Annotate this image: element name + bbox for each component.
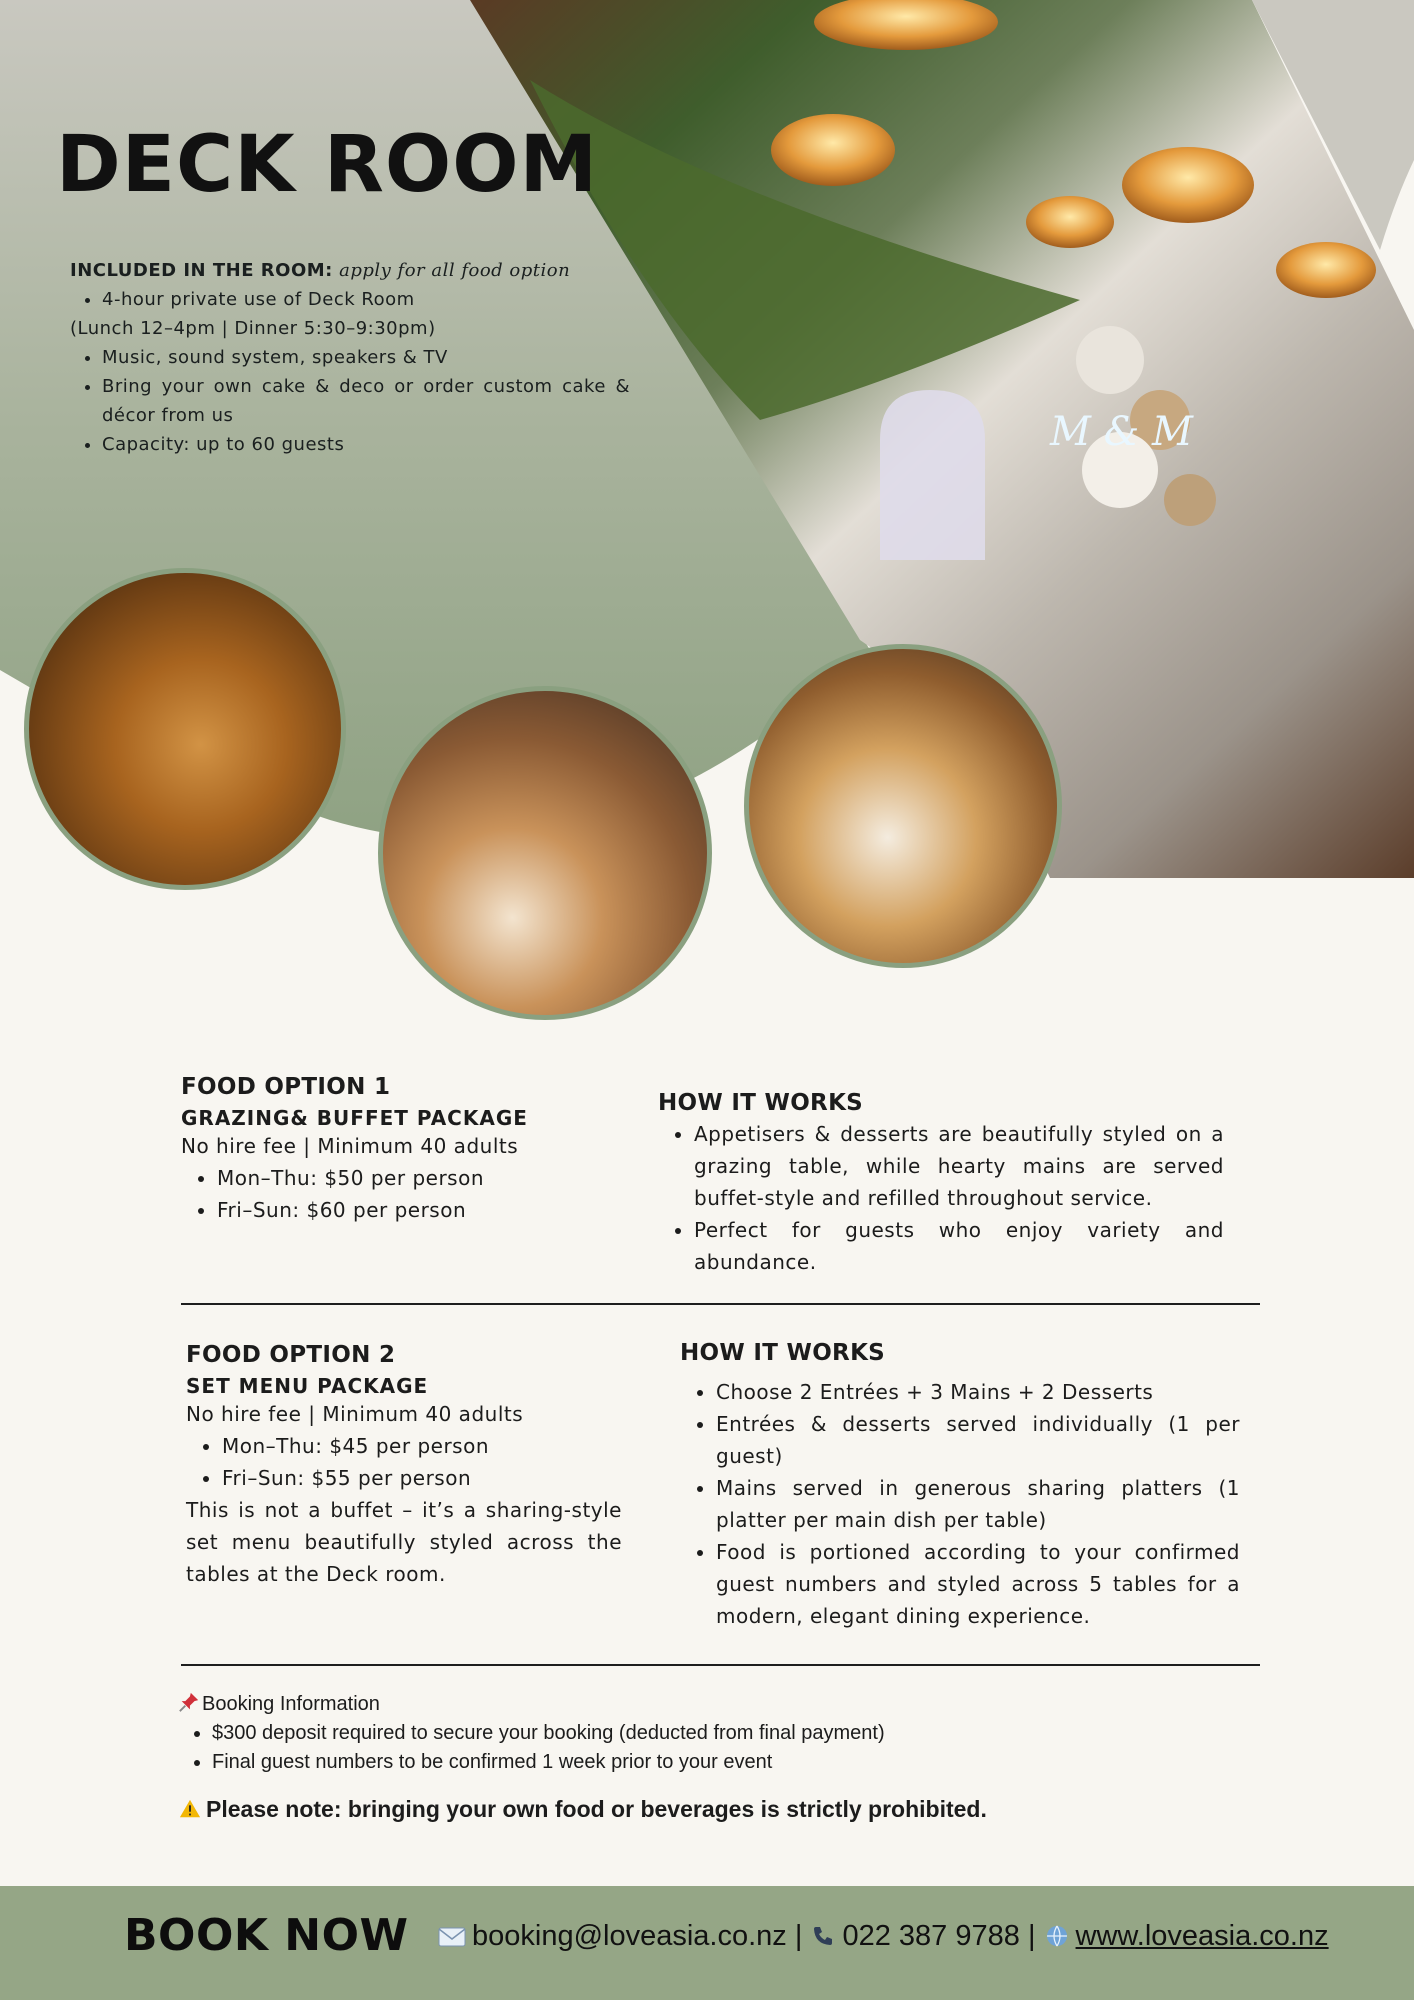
list-item: • Perfect for guests who enjoy variety and abundance. xyxy=(694,1214,1224,1278)
option1-fee: No hire fee | Minimum 40 adults xyxy=(181,1134,519,1158)
price-item: • Fri–Sun: $60 per person xyxy=(217,1194,621,1226)
contact-line xyxy=(438,1920,1329,1953)
booking-heading xyxy=(178,1690,1238,1719)
option1-how xyxy=(658,1090,1224,1278)
included-list-2 xyxy=(70,343,630,459)
warning-icon xyxy=(178,1798,202,1820)
price-item: • Fri–Sun: $55 per person xyxy=(222,1462,622,1494)
list-item: • Final guest numbers to be confirmed 1 week prior to your event xyxy=(212,1748,1238,1777)
neon-sign: M & M xyxy=(1050,409,1193,455)
page-title: DECK ROOM xyxy=(56,120,599,210)
included-head: INCLUDED IN THE ROOM: xyxy=(70,260,333,281)
option2-how-body xyxy=(680,1376,1240,1632)
option2-title: FOOD OPTION 2 xyxy=(186,1342,396,1368)
food-photo-grazing-table xyxy=(744,644,1062,968)
phone-link[interactable]: 022 387 9788 xyxy=(842,1920,1020,1952)
divider xyxy=(181,1664,1260,1666)
booking-list xyxy=(178,1719,1238,1777)
list-item: • Entrées & desserts served individually (1 per guest) xyxy=(716,1408,1240,1472)
phone-icon xyxy=(810,1924,836,1948)
option2-how-list xyxy=(680,1376,1240,1632)
footer-bar xyxy=(0,1886,1414,2000)
option2-note: This is not a buffet – it’s a sharing-style set menu beautifully styled across the tables at the Deck room. xyxy=(186,1498,622,1586)
option2-how xyxy=(680,1340,1240,1632)
option1-how-list xyxy=(658,1118,1224,1278)
option2-info xyxy=(186,1342,622,1590)
pin-icon xyxy=(178,1691,200,1713)
option2-prices xyxy=(186,1430,622,1494)
list-item: • Food is portioned according to your confirmed guest numbers and styled across 5 tables for a modern, elegant dining experience. xyxy=(716,1536,1240,1632)
option1-subtitle: GRAZING& BUFFET PACKAGE xyxy=(181,1106,528,1130)
option1-title: FOOD OPTION 1 xyxy=(181,1074,391,1100)
list-item: • 4-hour private use of Deck Room xyxy=(102,285,630,314)
included-list xyxy=(70,285,630,314)
list-item: • $300 deposit required to secure your booking (deducted from final payment) xyxy=(212,1719,1238,1748)
option1-how-title: HOW IT WORKS xyxy=(658,1090,864,1116)
price-item: • Mon–Thu: $50 per person xyxy=(217,1162,621,1194)
warning-text: Please note: bringing your own food or beverages is strictly prohibited. xyxy=(206,1796,987,1822)
website-link[interactable]: www.loveasia.co.nz xyxy=(1075,1920,1329,1952)
list-item: • Bring your own cake & deco or order custom cake & décor from us xyxy=(102,372,630,430)
list-item: • Capacity: up to 60 guests xyxy=(102,430,630,459)
list-item: • Appetisers & desserts are beautifully styled on a grazing table, while hearty mains are served buffet-style and refilled throughout service. xyxy=(694,1118,1224,1214)
option2-details xyxy=(186,1398,622,1590)
food-photo-buffet xyxy=(378,686,712,1020)
option2-how-title: HOW IT WORKS xyxy=(680,1340,886,1366)
separator: | xyxy=(794,1920,803,1952)
warning-line xyxy=(178,1795,1238,1824)
list-item: • Choose 2 Entrées + 3 Mains + 2 Desserts xyxy=(716,1376,1240,1408)
option1-prices xyxy=(181,1162,621,1226)
included-section xyxy=(70,256,630,459)
booking-title: Booking Information xyxy=(202,1693,380,1715)
booking-section xyxy=(178,1690,1238,1824)
included-note: apply for all food option xyxy=(339,260,571,281)
envelope-icon xyxy=(438,1926,466,1948)
globe-icon xyxy=(1044,1924,1070,1948)
option1-how-body xyxy=(658,1118,1224,1278)
hours-text: (Lunch 12–4pm | Dinner 5:30–9:30pm) xyxy=(70,318,436,339)
book-now-heading: BOOK NOW xyxy=(124,1910,409,1961)
option1-info xyxy=(181,1074,621,1226)
price-item: • Mon–Thu: $45 per person xyxy=(222,1430,622,1462)
option1-details xyxy=(181,1130,621,1226)
divider xyxy=(181,1303,1260,1305)
separator: | xyxy=(1027,1920,1036,1952)
included-heading xyxy=(70,256,630,285)
email-link[interactable]: booking@loveasia.co.nz xyxy=(472,1920,787,1952)
food-photo-spring-rolls xyxy=(24,568,346,890)
list-item: • Mains served in generous sharing platters (1 platter per main dish per table) xyxy=(716,1472,1240,1536)
option2-fee: No hire fee | Minimum 40 adults xyxy=(186,1402,524,1426)
option2-subtitle: SET MENU PACKAGE xyxy=(186,1374,429,1398)
list-item: • Music, sound system, speakers & TV xyxy=(102,343,630,372)
